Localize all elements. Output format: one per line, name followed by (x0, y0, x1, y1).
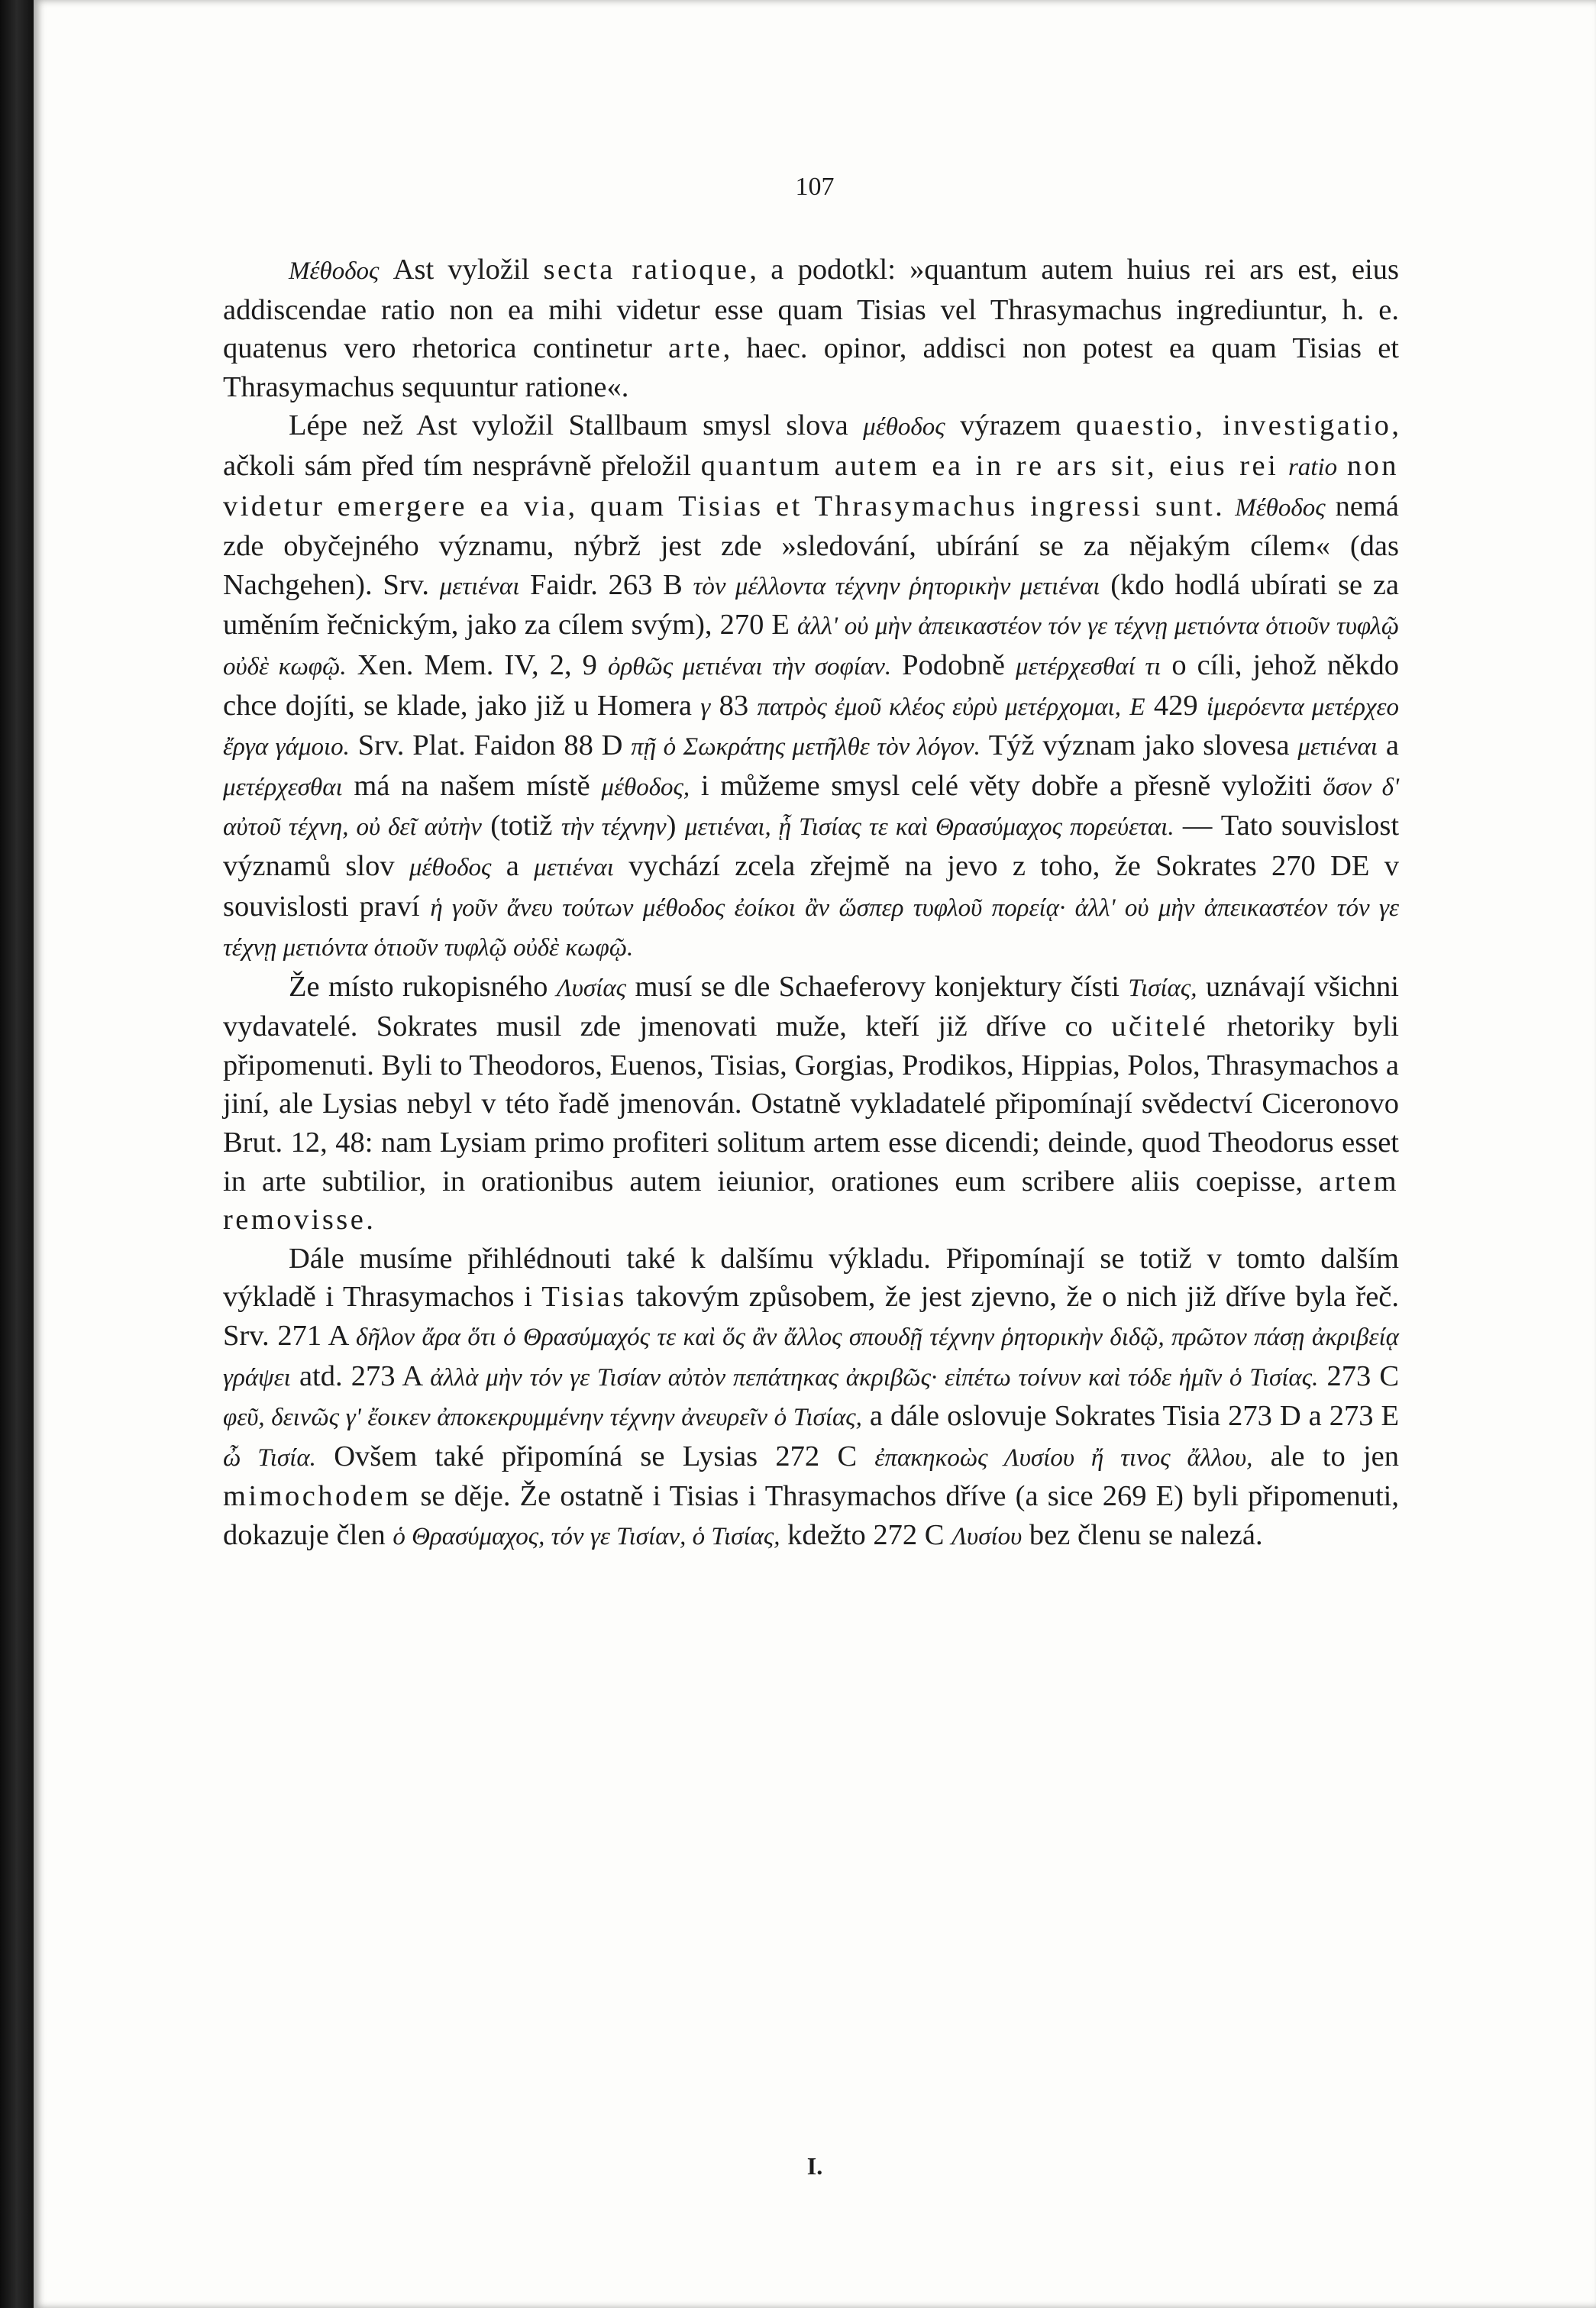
greek-quotation: ἱμερόεντα μετέρχεο ἔργα γάμοιο. (223, 693, 1399, 761)
text-run: výrazem (945, 409, 1077, 442)
greek-quotation: μετιέναι, ᾗ Τισίας τε καὶ Θρασύμαχος πορεύεται. (684, 813, 1174, 842)
text-run: Dále musíme přihlédnouti také k dalšímu výkladu. Připomínají se totiž v tomto dalším výkladě i Thrasymachos i (223, 1242, 1399, 1314)
text-run: Faidr. 263 B (519, 568, 693, 601)
greek-quotation: μέθοδος, (601, 773, 690, 801)
spaced-emphasis: non videtur emergere ea via, quam Tisias et Thrasymachus ingressi sunt. (223, 449, 1400, 522)
text-run: a (1378, 729, 1399, 762)
text-run (1337, 450, 1347, 482)
text-run: Že místo rukopisného (289, 970, 557, 1003)
text-run: Xen. Mem. IV, 2, 9 (346, 648, 608, 681)
text-run: , a podotkl: »quantum autem huius rei ars est, eius addiscendae ratio non ea mihi videtur esse quam Tisias vel Thrasymachus ingrediuntur, h. e. quatenus vero rhetorica continetur (223, 254, 1399, 365)
greek-quotation: ratio (1287, 453, 1338, 481)
text-run: , haec. opinor, addisci non potest ea quam Tisias et Thrasymachus sequuntur ratione«. (223, 332, 1399, 403)
greek-quotation: Μέθοδος (1235, 493, 1326, 522)
paragraph-further-exposition (223, 1240, 1399, 1556)
greek-quotation: ἡ γοῦν ἄνευ τούτων μέθοδος ἐοίκοι ἂν ὥσπερ τυφλοῦ πορείᾳ· ἀλλ' οὐ μὴν ἀπεικαστέον τόν γε τέχνῃ μετιόντα ὁτιοῦν τυφλῷ οὐδὲ κωφῷ. (223, 894, 1399, 962)
greek-quotation: ὁ Θρασύμαχος, τόν γε Τισίαν, ὁ Τισίας, (393, 1523, 780, 1550)
greek-quotation: ὀρθῶς μετιέναι τὴν σοφίαν. (607, 652, 892, 680)
text-run: atd. 273 A (290, 1359, 431, 1392)
greek-quotation: πατρὸς ἐμοῦ κλέος εὐρὺ μετέρχομαι, (757, 693, 1121, 721)
spaced-emphasis: secta ratioque (543, 254, 750, 286)
spaced-emphasis: Tisias (541, 1281, 627, 1314)
text-run: Týž význam jako slovesa (980, 729, 1298, 762)
greek-quotation: ἀλλὰ μὴν τόν γε Τισίαν αὐτὸν πεπάτηκας ἀκριβῶς· εἰπέτω τοίνυν καὶ τόδε ἡμῖν ὁ Τισίας. (430, 1363, 1319, 1392)
text-run: a dále oslovuje Sokrates Tisia 273 D a 273 E (861, 1400, 1399, 1433)
greek-quotation: ὦ Τισία. (223, 1443, 316, 1472)
text-run: takovým způsobem, že jest zjevno, že o nich již dříve byla řeč. Srv. 271 A (223, 1281, 1399, 1353)
text-run: kdežto 272 C (780, 1519, 952, 1551)
greek-quotation: μέθοδος (863, 413, 945, 441)
spaced-emphasis: arte (668, 332, 723, 365)
text-run: Podobně (891, 648, 1016, 681)
text-run: nemá zde obyčejného významu, nýbrž jest zde »sledování, ubírání se za nějakým cílem« (das Nachgehen). Srv. (223, 490, 1400, 601)
printer-signature-mark: I. (806, 2152, 823, 2180)
greek-quotation: τὴν τέχνην (561, 813, 667, 842)
text-run: Ovšem také připomíná se Lysias 272 C (315, 1440, 875, 1472)
spaced-emphasis: quaestio, investigatio (1076, 409, 1392, 442)
scan-binding-edge (0, 0, 34, 2308)
spaced-emphasis: artem removisse (223, 1165, 1399, 1236)
text-run: bez členu se nalezá. (1022, 1519, 1263, 1551)
greek-quotation: μετέρχεσθαί τι (1015, 652, 1161, 680)
body-text (223, 251, 1399, 1556)
greek-quotation: Μέθοδος (289, 257, 380, 285)
paragraph-methodos-ast (223, 251, 1399, 406)
text-run: Srv. Plat. Faidon 88 D (349, 729, 632, 762)
text-run: rhetoriky byli připomenuti. Byli to Theodoros, Euenos, Tisias, Gorgias, Prodikos, Hippias, Polos, Thrasymachos a jiní, ale Lysias nebyl v této řadě jmenován. Ostatně vykladatelé připomínají svědectví Ciceronovo Brut. 12, 48: nam Lysiam primo profiteri solitum artem esse dicendi; deinde, quod Theodorus esset in arte subtilior, in orationibus autem ieiunior, orationes eum scribere aliis coepisse, (223, 1010, 1399, 1198)
text-run: a (491, 849, 535, 882)
text-run: 273 C (1318, 1359, 1399, 1392)
text-run (1121, 690, 1129, 722)
text-run (1278, 450, 1288, 482)
spaced-emphasis: mimochodem (223, 1480, 412, 1513)
greek-quotation: μετιέναι (439, 572, 520, 600)
text-run: . (366, 1204, 373, 1236)
greek-quotation: μετιέναι (1297, 733, 1378, 761)
book-page (34, 0, 1596, 2308)
text-run: ale to jen (1252, 1440, 1400, 1472)
text-run: musí se dle Schaeferovy konjektury čísti (626, 970, 1129, 1003)
text-run: — Tato souvislost významů slov (223, 810, 1400, 882)
text-run: vychází zcela zřejmě na jevo z toho, že Sokrates 270 DE v souvislosti praví (223, 849, 1399, 923)
greek-quotation: πῇ ὁ Σωκράτης μετῆλθε τὸν λόγον. (631, 733, 981, 761)
text-run: i můžeme smysl celé věty dobře a přesně vyložiti (690, 769, 1323, 802)
text-run: má na našem místě (342, 769, 602, 802)
greek-quotation: μετέρχεσθαι (223, 773, 343, 801)
page-number: 107 (795, 173, 835, 201)
greek-quotation: ἐπακηκοὼς Λυσίου ἤ τινος ἄλλου, (874, 1443, 1253, 1472)
text-run: (totiž (481, 810, 561, 842)
greek-quotation: τὸν μέλλοντα τέχνην ῥητορικὴν μετιέναι (693, 572, 1100, 600)
greek-quotation: μετιέναι (534, 853, 614, 881)
text-run: ) (666, 810, 685, 842)
text-run: uznávají všichni vydavatelé. Sokrates musil zde jmenovati muže, kteří již dříve co (223, 970, 1399, 1043)
greek-quotation: Λυσίας (556, 974, 627, 1002)
spaced-emphasis: quantum autem ea in re ars sit, eius rei (700, 449, 1279, 482)
text-run: se děje. Že ostatně i Tisias i Thrasymachos dříve (a sice 269 E) byli připomenuti, dokazuje člen (223, 1480, 1399, 1551)
greek-quotation: Λυσίου (951, 1523, 1023, 1550)
greek-quotation: ὅσον δ' αὐτοῦ τέχνη, οὐ δεῖ αὐτὴν (223, 773, 1400, 842)
greek-quotation: δῆλον ἄρα ὅτι ὁ Θρασύμαχός τε καὶ ὅς ἂν ἄλλος σπουδῇ τέχνην ῥητορικὴν διδῷ, πρῶτον πάσῃ ἀκριβείᾳ γράψει (223, 1324, 1399, 1392)
text-run: o cíli, jehož někdo chce dojíti, se klade, jako již u Homera (223, 648, 1400, 722)
text-run: Lépe než Ast vyložil Stallbaum smysl slova (289, 409, 864, 442)
paragraph-schaefer-conjecture (223, 968, 1399, 1240)
greek-quotation: Τισίας, (1128, 974, 1197, 1002)
greek-quotation: μέθοδος (409, 853, 492, 881)
text-run: (kdo hodlá ubírati se za uměním řečnickým, jako za cílem svým), 270 E (223, 568, 1400, 642)
text-run: , ačkoli sám před tím nesprávně přeložil (223, 409, 1399, 482)
paragraph-stallbaum (223, 406, 1399, 967)
text-run: Ast vyložil (379, 254, 544, 286)
text-run: 429 (1145, 689, 1207, 722)
greek-quotation: γ (700, 693, 711, 721)
greek-quotation: φεῦ, δεινῶς γ' ἔοικεν ἀποκεκρυμμένην τέχνην ἀνευρεῖν ὁ Τισίας, (223, 1404, 862, 1432)
text-run: 83 (710, 689, 758, 722)
spaced-emphasis: učitelé (1111, 1010, 1209, 1043)
greek-quotation: ἀλλ' οὐ μὴν ἀπεικαστέον τόν γε τέχνῃ μετιόντα ὁτιοῦν τυφλῷ οὐδὲ κωφῷ. (223, 613, 1399, 680)
greek-quotation: Ε (1129, 693, 1145, 721)
text-run (1225, 490, 1235, 522)
